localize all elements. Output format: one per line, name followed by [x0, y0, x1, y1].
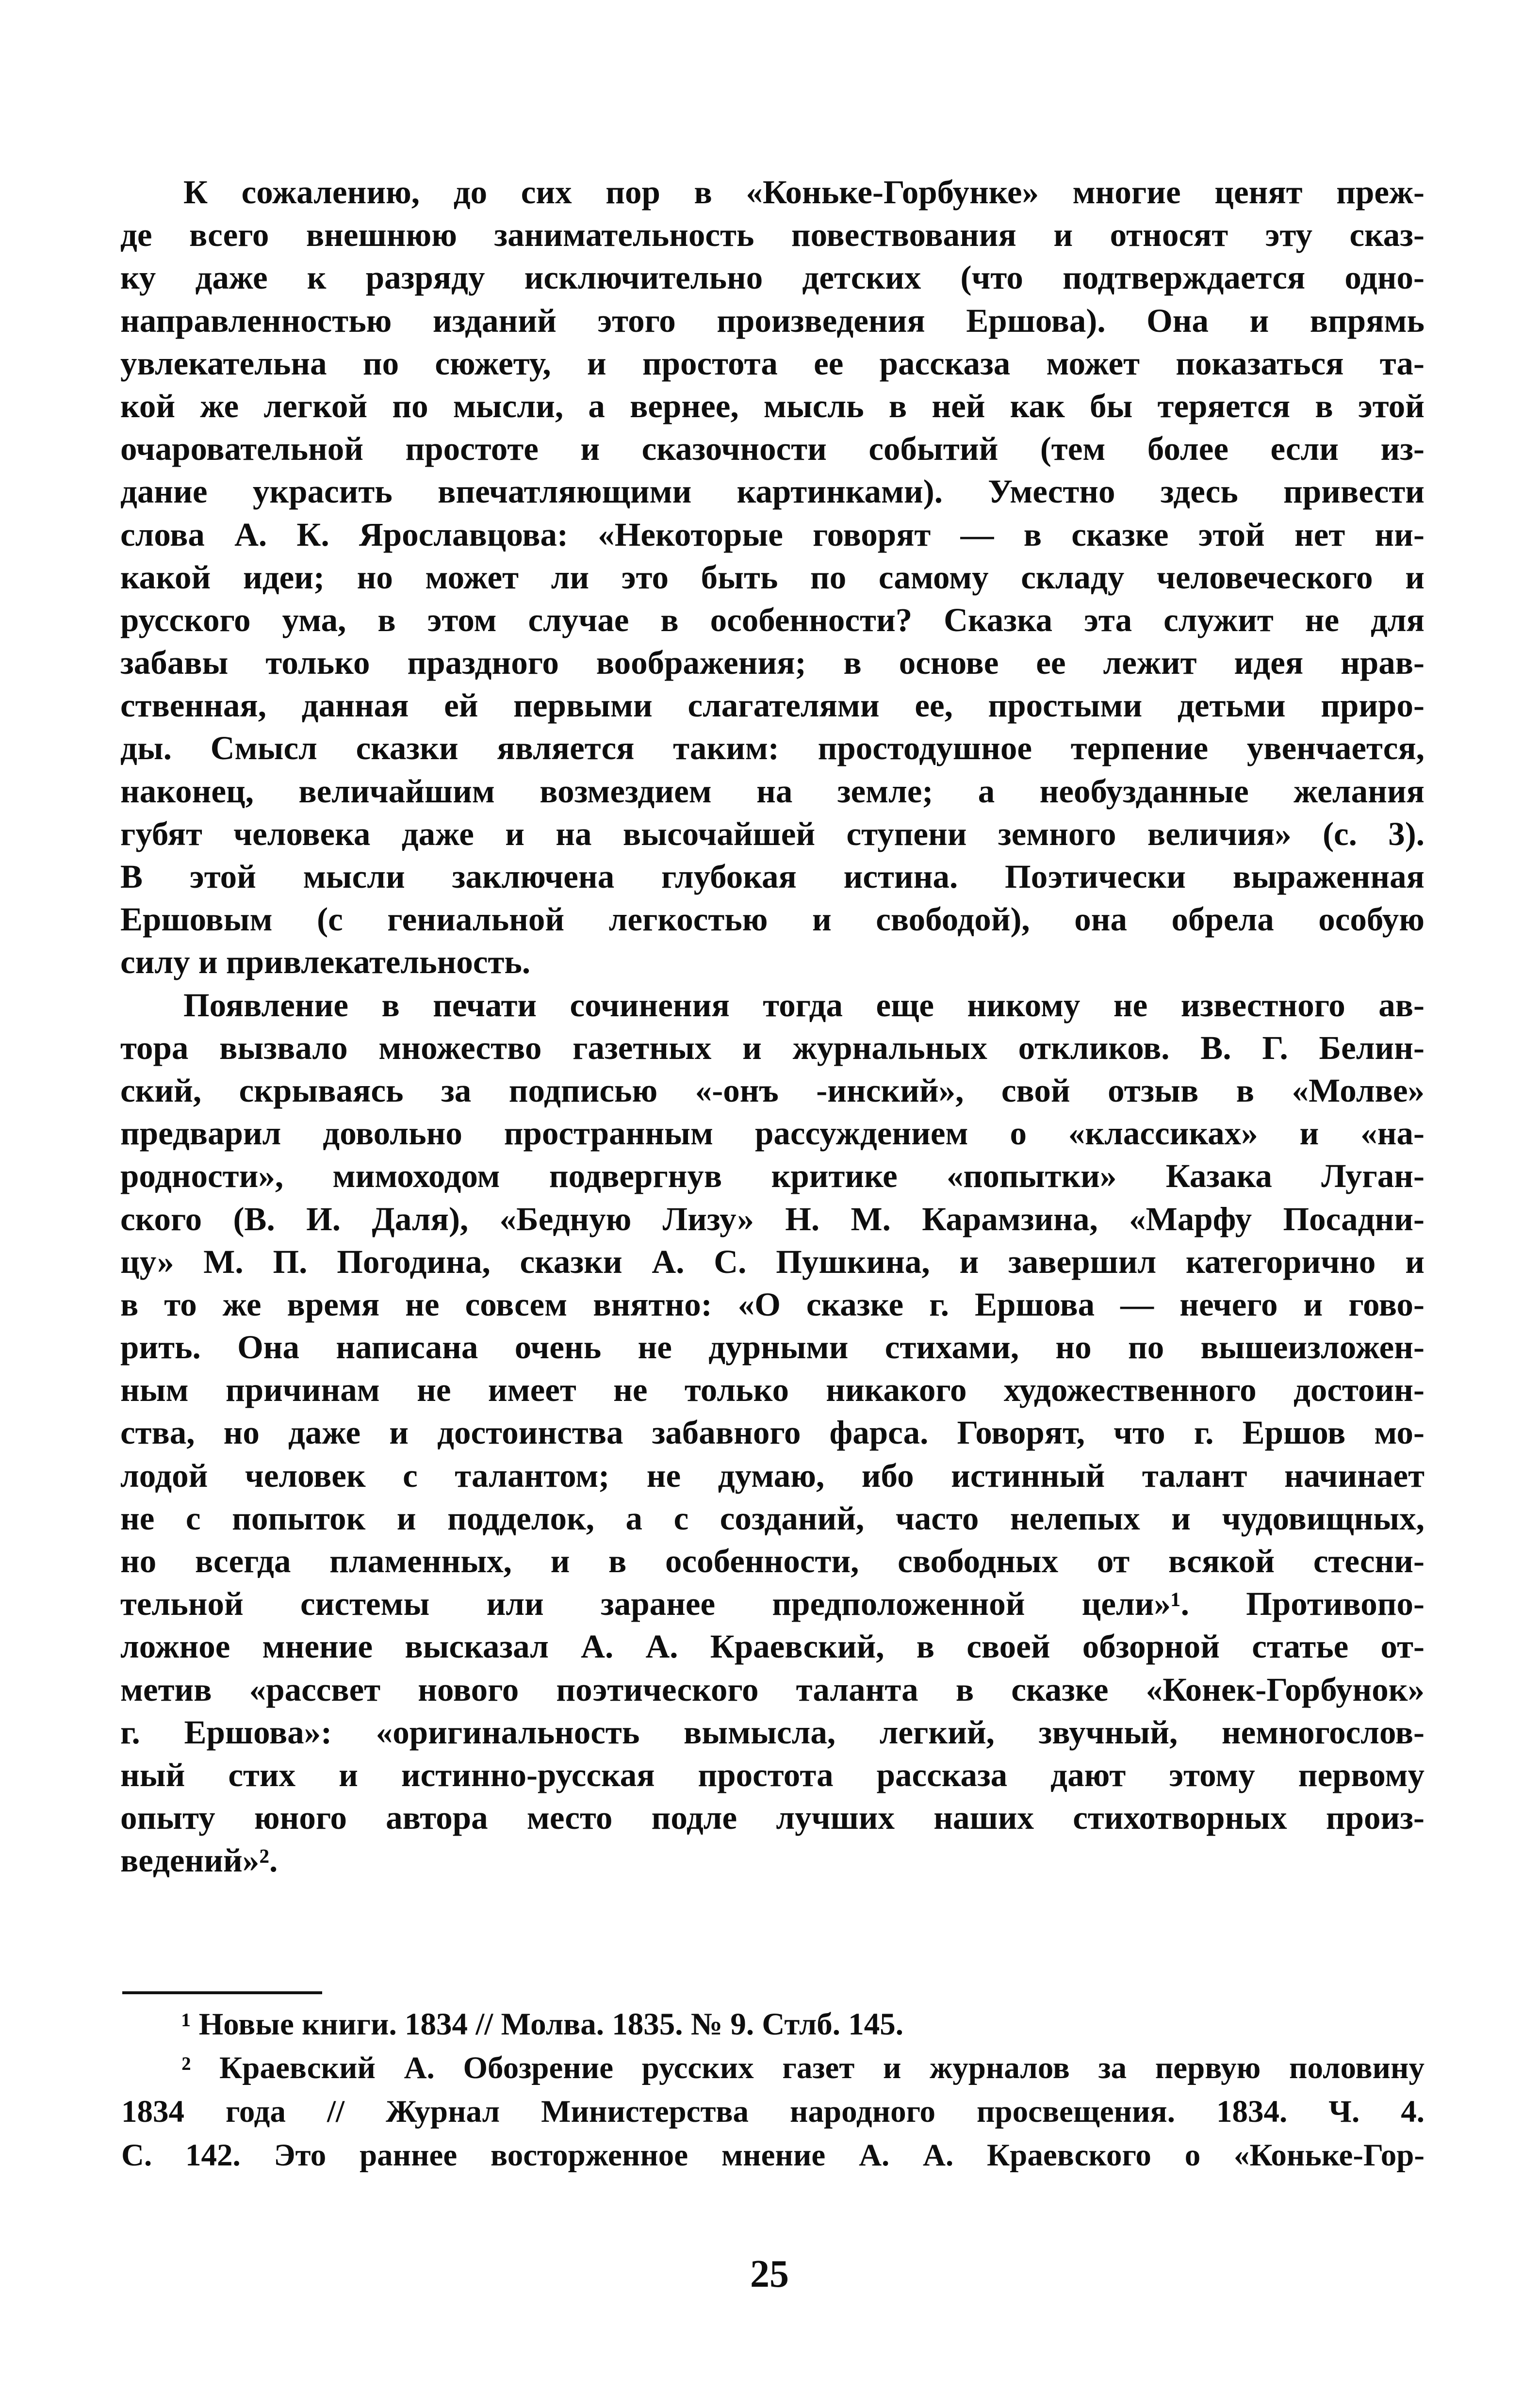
text-line: ным причинам не имеет не только никакого художественного достоин-: [120, 1371, 1424, 1409]
page-number: 25: [750, 2253, 789, 2295]
text-line: ского (В. И. Даля), «Бедную Лизу» Н. М. Карамзина, «Марфу Посадни-: [120, 1200, 1424, 1237]
text-line: ственная, данная ей первыми слагателями ее, простыми детьми приро-: [120, 687, 1424, 724]
text-line: очаровательной простоте и сказочности событий (тем более если из-: [120, 430, 1424, 468]
text-line: увлекательна по сюжету, и простота ее рассказа может показаться та-: [120, 344, 1424, 382]
text-line: предварил довольно пространным рассуждением о «классиках» и «на-: [120, 1115, 1424, 1152]
text-line: силу и привлекательность.: [120, 944, 531, 981]
text-line: в то же время не совсем внятно: «О сказке г. Ершова — нечего и гово-: [120, 1285, 1424, 1323]
text-line: цу» М. П. Погодина, сказки А. С. Пушкина, и завершил категорично и: [120, 1243, 1424, 1280]
footnote-divider: [122, 1991, 322, 1994]
text-line: Ершовым (с гениальной легкостью и свободой), она обрела особую: [120, 901, 1424, 938]
text-line: ку даже к разряду исключительно детских (что подтверждается одно-: [120, 259, 1424, 296]
text-line: лодой человек с талантом; не думаю, ибо истинный талант начинает: [120, 1457, 1424, 1494]
main-text: [120, 171, 1424, 1882]
text-line: губят человека даже и на высочайшей ступени земного величия» (с. 3).: [120, 815, 1424, 852]
text-line: опыту юного автора место подле лучших наших стихотворных произ-: [120, 1799, 1424, 1837]
text-line: ды. Смысл сказки является таким: простодушное терпение увенчается,: [120, 730, 1424, 767]
text-line: но всегда пламенных, и в особенности, свободных от всякой стесни-: [120, 1543, 1424, 1579]
footnote-line: ² Краевский А. Обозрение русских газет и журналов за первую половину: [181, 2050, 1424, 2085]
text-line: Появление в печати сочинения тогда еще никому не известного ав-: [183, 986, 1424, 1024]
text-line: родности», мимоходом подвергнув критике «попытки» Казака Луган-: [120, 1157, 1424, 1195]
text-line: ведений»².: [120, 1842, 278, 1879]
text-line: кой же легкой по мысли, а вернее, мысль в ней как бы теряется в этой: [120, 387, 1424, 424]
footnote-line: ¹ Новые книги. 1834 // Молва. 1835. № 9. Стлб. 145.: [181, 2007, 903, 2042]
footnotes: [121, 2002, 1424, 2177]
footnote-line: С. 142. Это раннее восторженное мнение А. А. Краевского о «Коньке-Гор-: [121, 2138, 1424, 2173]
text-line: метив «рассвет нового поэтического таланта в сказке «Конек-Горбунок»: [120, 1671, 1424, 1708]
text-line: дание украсить впечатляющими картинками). Уместно здесь привести: [120, 473, 1424, 510]
text-line: К сожалению, до сих пор в «Коньке-Горбунке» многие ценят преж-: [183, 174, 1424, 211]
text-line: направленностью изданий этого произведения Ершова). Она и впрямь: [120, 302, 1424, 339]
text-line: наконец, величайшим возмездием на земле; а необузданные желания: [120, 772, 1424, 810]
text-line: русского ума, в этом случае в особенности? Сказка эта служит не для: [120, 601, 1424, 638]
footnote-line: 1834 года // Журнал Министерства народного просвещения. 1834. Ч. 4.: [121, 2094, 1424, 2129]
text-line: не с попыток и подделок, а с созданий, часто нелепых и чудовищных,: [120, 1499, 1424, 1537]
text-line: ства, но даже и достоинства забавного фарса. Говорят, что г. Ершов мо-: [120, 1414, 1424, 1451]
text-line: тельной системы или заранее предположенной цели»¹. Противопо-: [120, 1585, 1424, 1623]
text-line: г. Ершова»: «оригинальность вымысла, легкий, звучный, немногослов-: [120, 1713, 1424, 1751]
text-line: тора вызвало множество газетных и журнальных откликов. В. Г. Белин-: [120, 1029, 1424, 1066]
text-line: рить. Она написана очень не дурными стихами, но по вышеизложен-: [120, 1329, 1424, 1366]
text-line: какой идеи; но может ли это быть по самому складу человеческого и: [120, 558, 1424, 596]
text-line: де всего внешнюю занимательность повествования и относят эту сказ-: [120, 216, 1424, 254]
text-line: слова А. К. Ярославцова: «Некоторые говорят — в сказке этой нет ни-: [120, 516, 1424, 553]
text-line: В этой мысли заключена глубокая истина. Поэтически выраженная: [120, 858, 1424, 895]
text-line: ложное мнение высказал А. А. Краевский, в своей обзорной статье от-: [120, 1628, 1424, 1665]
text-line: ный стих и истинно-русская простота рассказа дают этому первому: [120, 1756, 1424, 1793]
text-line: забавы только праздного воображения; в основе ее лежит идея нрав-: [120, 644, 1424, 682]
text-line: ский, скрываясь за подписью «-онъ -инский», свой отзыв в «Молве»: [120, 1072, 1424, 1109]
